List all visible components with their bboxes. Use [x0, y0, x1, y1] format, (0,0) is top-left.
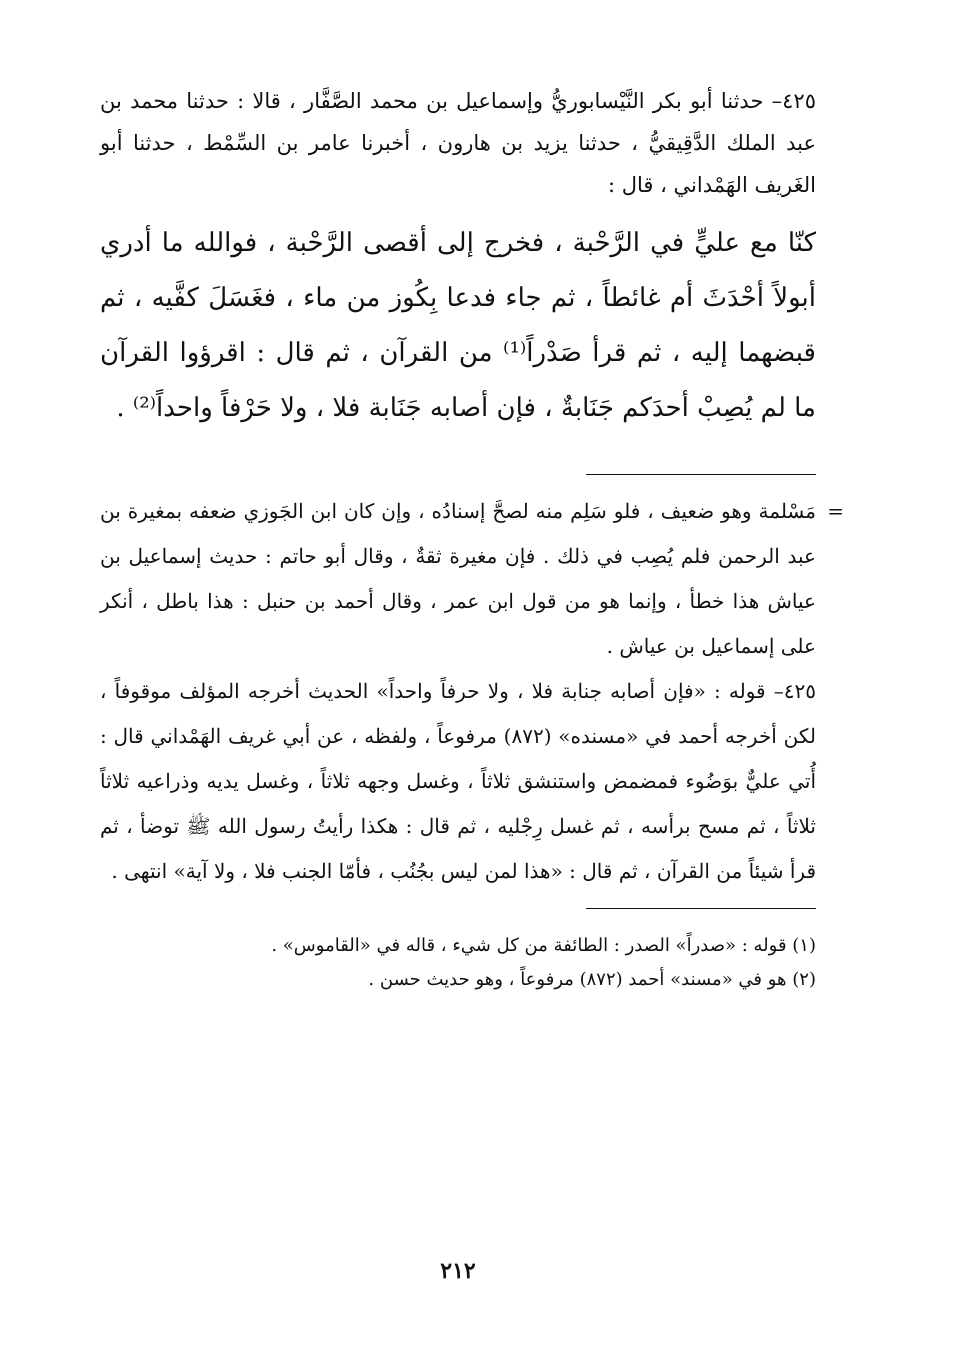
page-number: ٢١٢ — [440, 1258, 476, 1284]
footnotes — [100, 929, 816, 997]
page-body — [100, 80, 844, 1342]
footnote-2: (٢) هو في «مسند» أحمد (٨٧٢) مرفوعاً ، وهو حديث حسن . — [368, 969, 816, 990]
footnote-1: (١) قوله : «صدراً» الصدر : الطائفة من كل شيء ، قاله في «القاموس» . — [271, 935, 816, 956]
section-divider — [586, 474, 816, 475]
commentary-continuation-block — [100, 489, 844, 669]
commentary-section — [100, 489, 844, 894]
hadith-isnad: ٤٢٥– حدثنا أبو بكر النَّيْسابوريُّ وإسماعيل بن محمد الصَّفَّار ، قالا : حدثنا محمد بن عبد الملك الدَّقِيقيُّ ، حدثنا يزيد بن هارون ، أخبرنا عامر بن السِّمْط ، حدثنا أبو الغَريف الهَمْداني ، قال : — [100, 89, 816, 197]
continuation-mark: = — [827, 499, 844, 523]
hadith-matn: كنّا مع عليٍّ في الرَّحْبة ، فخرج إلى أقصى الرَّحْبة ، فوالله ما أدري أبولاً أحْدَثَ أم غائطاً ، ثم جاء فدعا بِكُوز من ماء ، فغَسَلَ كفَّيه ، ثم قبضهما إليه ، ثم قرأ صَدْراً⁽¹⁾ من القرآن ، ثم قال : اقرؤوا القرآن ما لم يُصِبْ أحدَكم جَنَابةٌ ، فإن أصابه جَنَابة فلا ، ولا حَرْفاً واحداً⁽²⁾ . — [100, 228, 816, 423]
footnote-divider — [586, 908, 816, 909]
commentary-continuation: مَسْلمة وهو ضعيف ، فلو سَلِم منه لصحَّ إسنادُه ، وإن كان ابن الجَوزي ضعفه بمغيرة بن عبد الرحمن فلم يُصِب في ذلك . فإن مغيرة ثقةٌ ، وقال أبو حاتم : حديث إسماعيل بن عياش هذا خطأ ، وإنما هو من قول ابن عمر ، وقال أحمد بن حنبل : هذا باطل ، أنكر على إسماعيل بن عياش . — [100, 499, 816, 658]
commentary-note-425: ٤٢٥– قوله : «فإن أصابه جنابة فلا ، ولا حرفاً واحداً» الحديث أخرجه المؤلف موقوفاً ، لكن أخرجه أحمد في «مسنده» (٨٧٢) مرفوعاً ، ولفظه ، عن أبي غريف الهَمْداني قال : أُتي عليٌّ بوَضُوء فمضمض واستنشق ثلاثاً ، وغسل وجهه ثلاثاً ، وغسل يديه وذراعيه ثلاثاً ثلاثاً ، ثم مسح برأسه ، ثم غسل رِجْليه ، ثم قال : هكذا رأيتُ رسول الله ﷺ توضأ ، ثم قرأ شيئاً من القرآن ، ثم قال : «هذا لمن ليس بجُنُب ، فأمّا الجنب فلا ، ولا آية» انتهى . — [100, 679, 816, 883]
